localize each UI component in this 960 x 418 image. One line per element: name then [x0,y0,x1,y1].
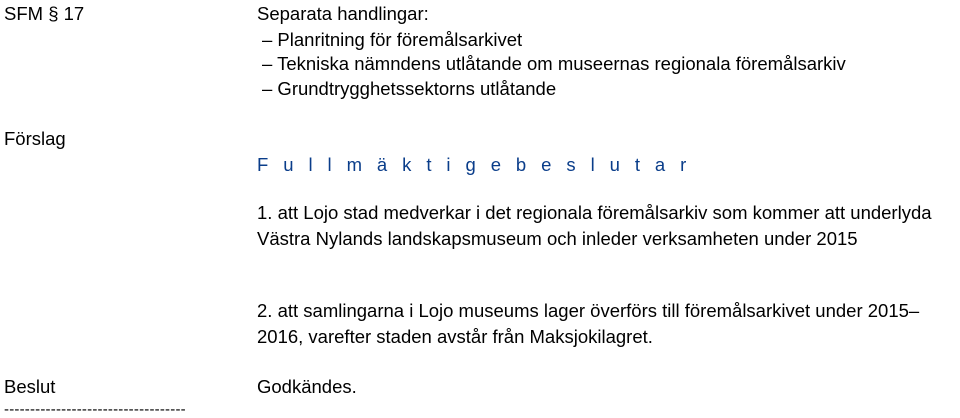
decision-label: Beslut [4,376,56,397]
section-reference: SFM § 17 [4,3,85,24]
attachment-item-2: – Tekniska nämndens utlåtande om museernas regionala föremålsarkiv [262,53,846,74]
attachments-heading: Separata handlingar: [257,3,429,24]
separator-line: ----------------------------------- [4,401,186,418]
attachment-item-1: – Planritning för föremålsarkivet [262,29,523,50]
proposal-label: Förslag [4,128,66,149]
proposal-point-2: 2. att samlingarna i Lojo museums lager överförs till föremålsarkivet under 2015–2016, varefter staden avstår från Maksjokilagret. [257,300,920,347]
attachment-item-3: – Grundtrygghetssektorns utlåtande [262,78,557,99]
decision-text: Godkändes. [257,376,357,397]
proposal-intro: F u l l m ä k t i g e b e s l u t a r [257,154,692,175]
proposal-point-1: 1. att Lojo stad medverkar i det regionala föremålsarkiv som kommer att underlyda Västra Nylands landskapsmuseum och inleder verksamheten under 2015 [257,202,932,249]
